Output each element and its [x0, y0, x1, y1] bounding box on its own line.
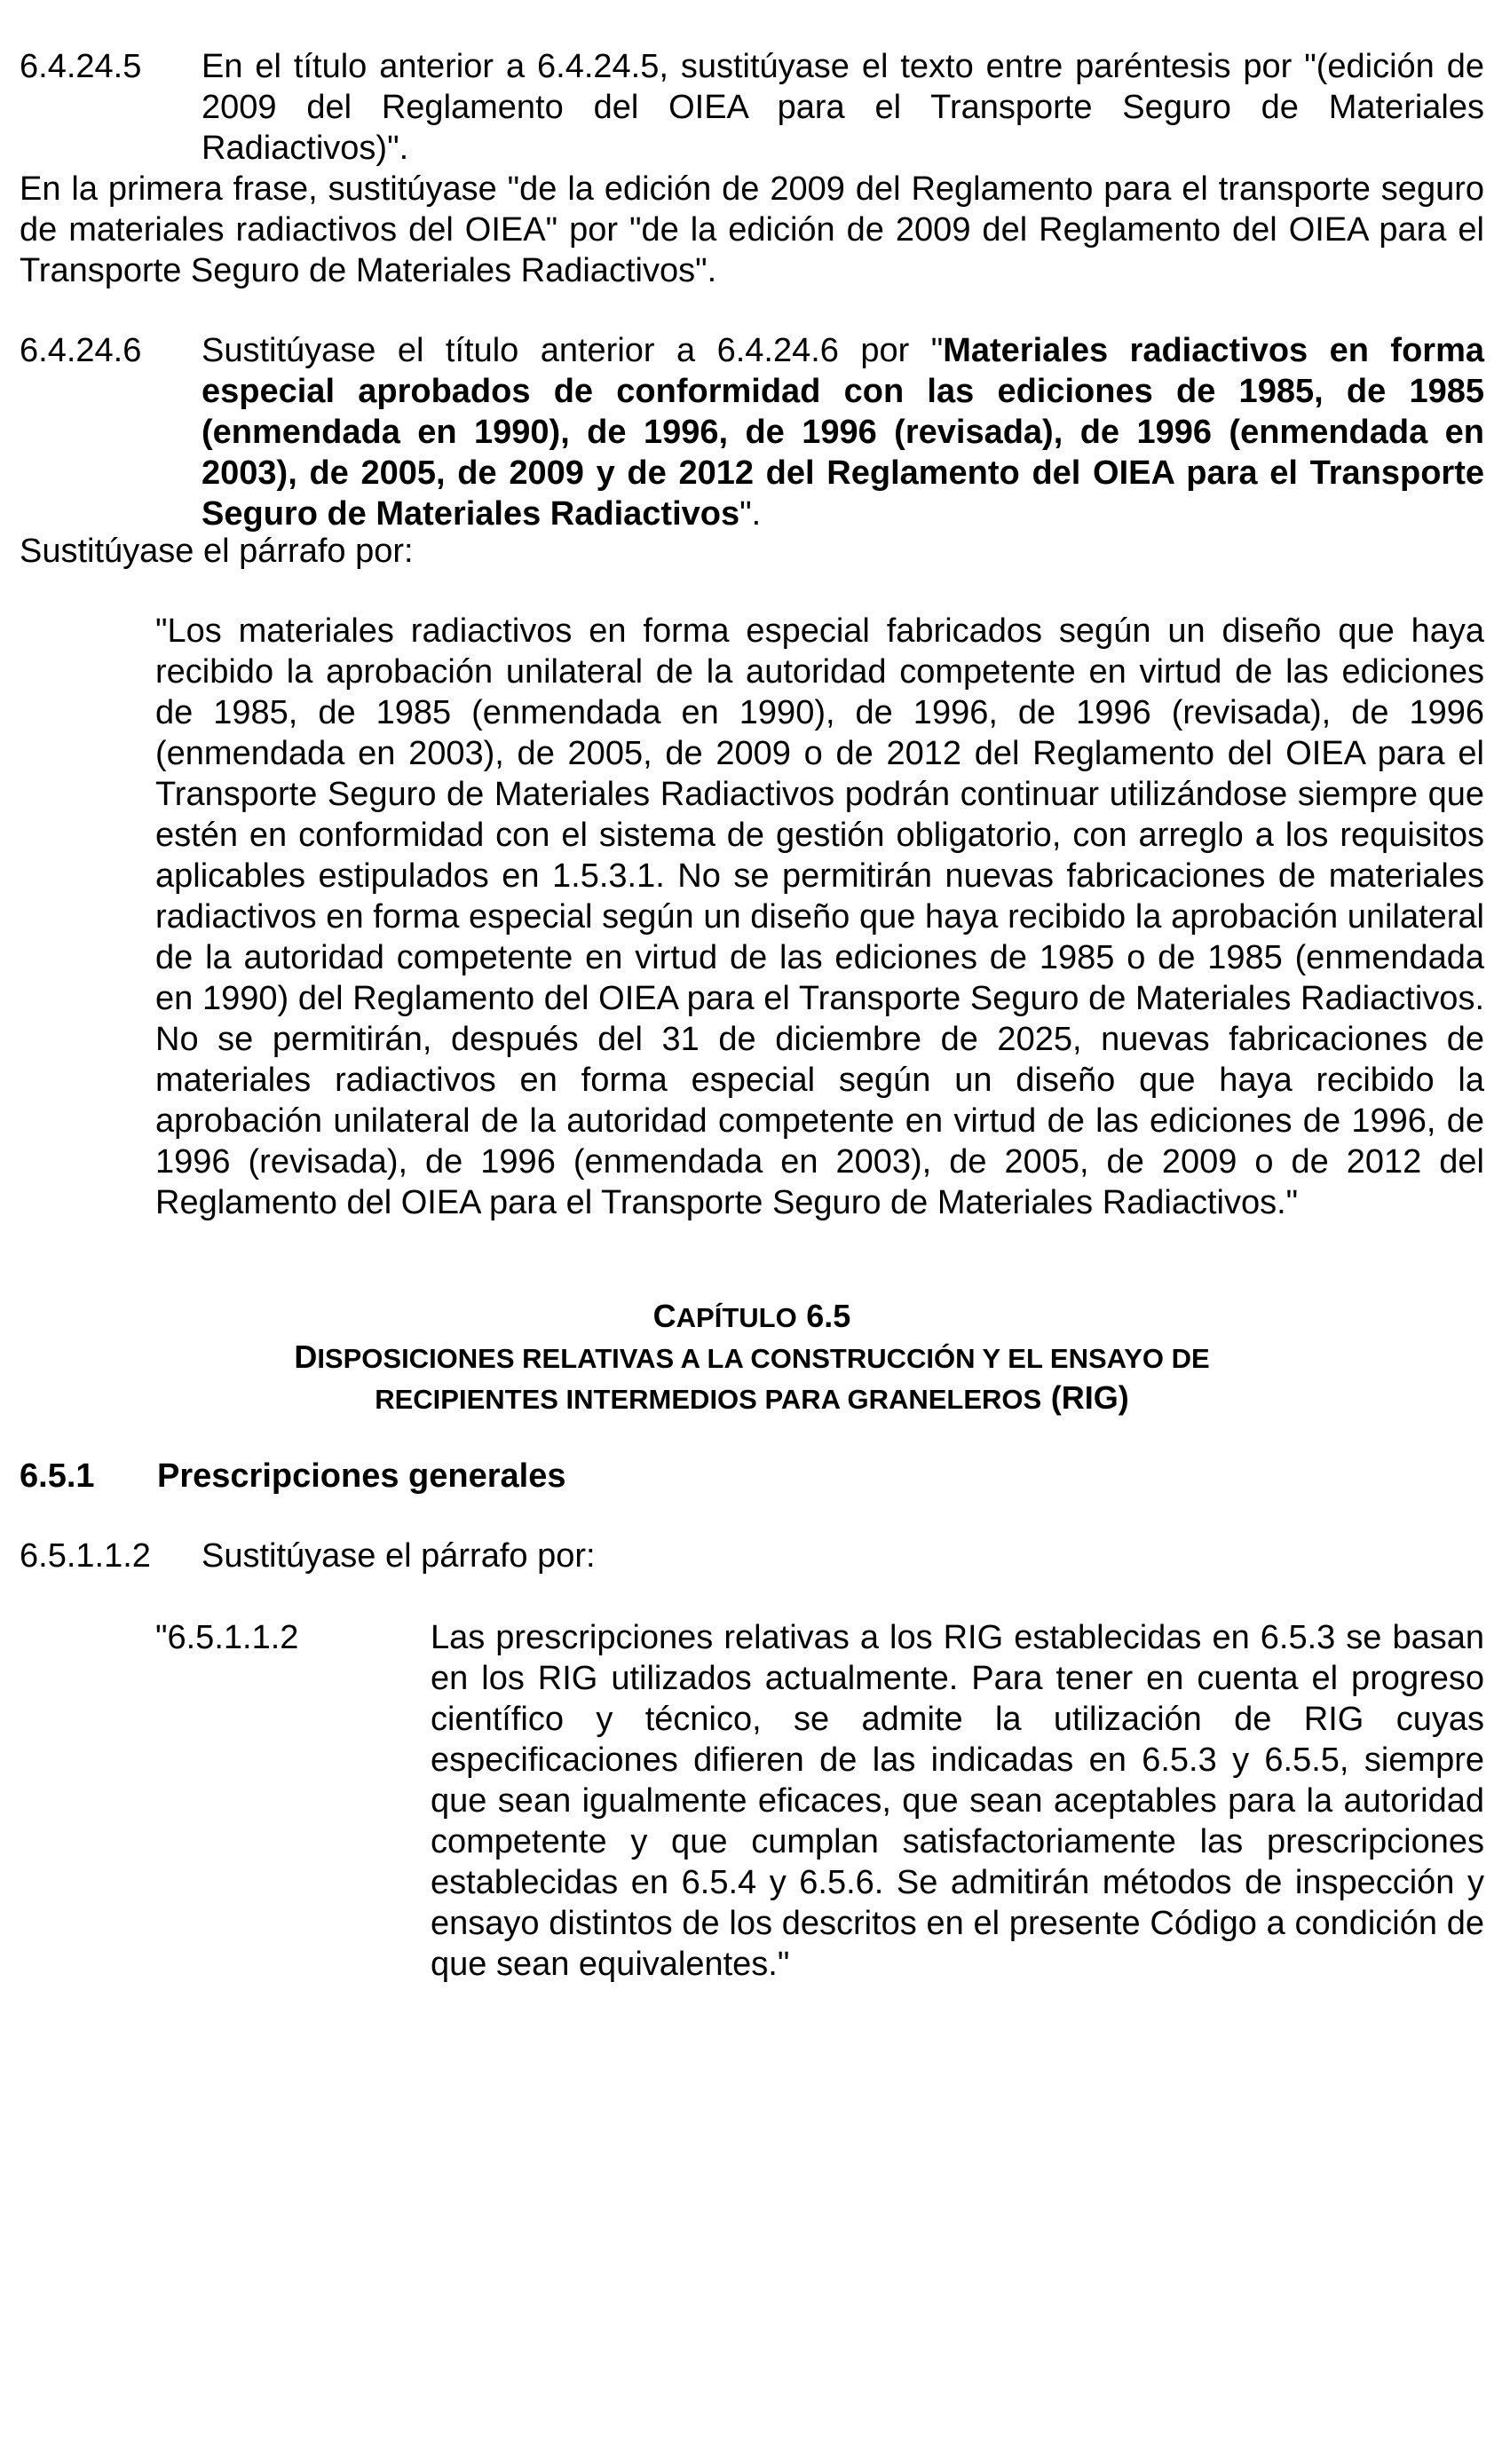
chapter-title-line-1 — [20, 1337, 1484, 1379]
paragraph-first-sentence: En la primera frase, sustitúyase "de la edición de 2009 del Reglamento para el transporte seguro de materiales radiactivos del OIEA" por "de la edición de 2009 del Reglamento del OIEA para el Transporte Seguro de Materiales Radiactivos". — [20, 170, 1484, 289]
paragraph-6-5-1-1-2 — [20, 1536, 1484, 1576]
chapter-heading — [20, 1296, 1484, 1339]
paragraph-number: 6.4.24.5 — [20, 48, 142, 85]
chapter-cap-rest: APÍTULO — [676, 1302, 797, 1333]
chapter-title-line-2 — [20, 1378, 1484, 1420]
chapter-title-line2-text: RECIPIENTES INTERMEDIOS PARA GRANELEROS — [375, 1384, 1042, 1415]
section-heading — [20, 1456, 1484, 1497]
quoted-paragraph-number: "6.5.1.1.2 — [155, 1619, 299, 1656]
chapter-cap-initial: C — [652, 1298, 676, 1334]
chapter-title-rest: ISPOSICIONES RELATIVAS A LA CONSTRUCCIÓN Y EL ENSAYO DE — [317, 1343, 1210, 1374]
quoted-paragraph-6-5-1-1-2 — [155, 1617, 1484, 1985]
section-title: Prescripciones generales — [157, 1457, 566, 1495]
paragraph-number: 6.5.1.1.2 — [20, 1537, 151, 1575]
paragraph-text-bold: Materiales radiactivos en forma especial aprobados de conformidad con las ediciones de 1985, de 1985 (enmendada en 1990), de 1996, de 1996 (revisada), de 1996 (enmendada en 2003), de 2005, de 2009 y de 2012 del Reglamento del OIEA para el Transporte Seguro de Materiales Radiactivos — [202, 332, 1484, 533]
chapter-number: 6.5 — [806, 1298, 851, 1334]
paragraph-replace: Sustitúyase el párrafo por: — [20, 533, 414, 570]
paragraph-text: En el título anterior a 6.4.24.5, sustitúyase el texto entre paréntesis por "(edición de 2009 del Reglamento del OIEA para el Transporte Seguro de Materiales Radiactivos)". — [202, 48, 1484, 167]
paragraph-6-4-24-6 — [20, 330, 1484, 534]
quoted-paragraph-text: Las prescripciones relativas a los RIG establecidas en 6.5.3 se basan en los RIG utilizados actualmente. Para tener en cuenta el progreso científico y técnico, se admite la utilización de RIG cuyas especificaciones difieren de las indicadas en 6.5.3 y 6.5.5, siempre que sean igualmente eficaces, que sean aceptables para la autoridad competente y que cumplan satisfactoriamente las prescripciones establecidas en 6.5.4 y 6.5.6. Se admitirán métodos de inspección y ensayo distintos de los descritos en el presente Código a condición de que sean equivalentes." — [431, 1619, 1484, 1983]
paragraph-6-4-24-5 — [20, 46, 1484, 169]
paragraph-text-post: ". — [739, 495, 762, 533]
section-number: 6.5.1 — [20, 1457, 95, 1495]
chapter-title-abbr: (RIG) — [1050, 1379, 1129, 1416]
quoted-paragraph: "Los materiales radiactivos en forma especial fabricados según un diseño que haya recibido la aprobación unilateral de la autoridad competente en virtud de las ediciones de 1985, de 1985 (enmendada en 1990), de 1996, de 1996 (revisada), de 1996 (enmendada en 2003), de 2005, de 2009 o de 2012 del Reglamento del OIEA para el Transporte Seguro de Materiales Radiactivos podrán continuar utilizándose siempre que estén en conformidad con el sistema de gestión obligatorio, con arreglo a los requisitos aplicables estipulados en 1.5.3.1. No se permitirán nuevas fabricaciones de materiales radiactivos en forma especial según un diseño que haya recibido la aprobación unilateral de la autoridad competente en virtud de las ediciones de 1985 o de 1985 (enmendada en 1990) del Reglamento del OIEA para el Transporte Seguro de Materiales Radiactivos. No se permitirán, después del 31 de diciembre de 2025, nuevas fabricaciones de materiales radiactivos en forma especial según un diseño que haya recibido la aprobación unilateral de la autoridad competente en virtud de las ediciones de 1996, de 1996 (revisada), de 1996 (enmendada en 2003), de 2005, de 2009 o de 2012 del Reglamento del OIEA para el Transporte Seguro de Materiales Radiactivos." — [155, 612, 1484, 1221]
chapter-title-initial: D — [294, 1339, 318, 1375]
paragraph-number: 6.4.24.6 — [20, 332, 142, 369]
paragraph-text: Sustitúyase el párrafo por: — [202, 1537, 596, 1575]
paragraph-text — [202, 330, 1484, 534]
paragraph-text-pre: Sustitúyase el título anterior a 6.4.24.6 por " — [202, 332, 944, 369]
